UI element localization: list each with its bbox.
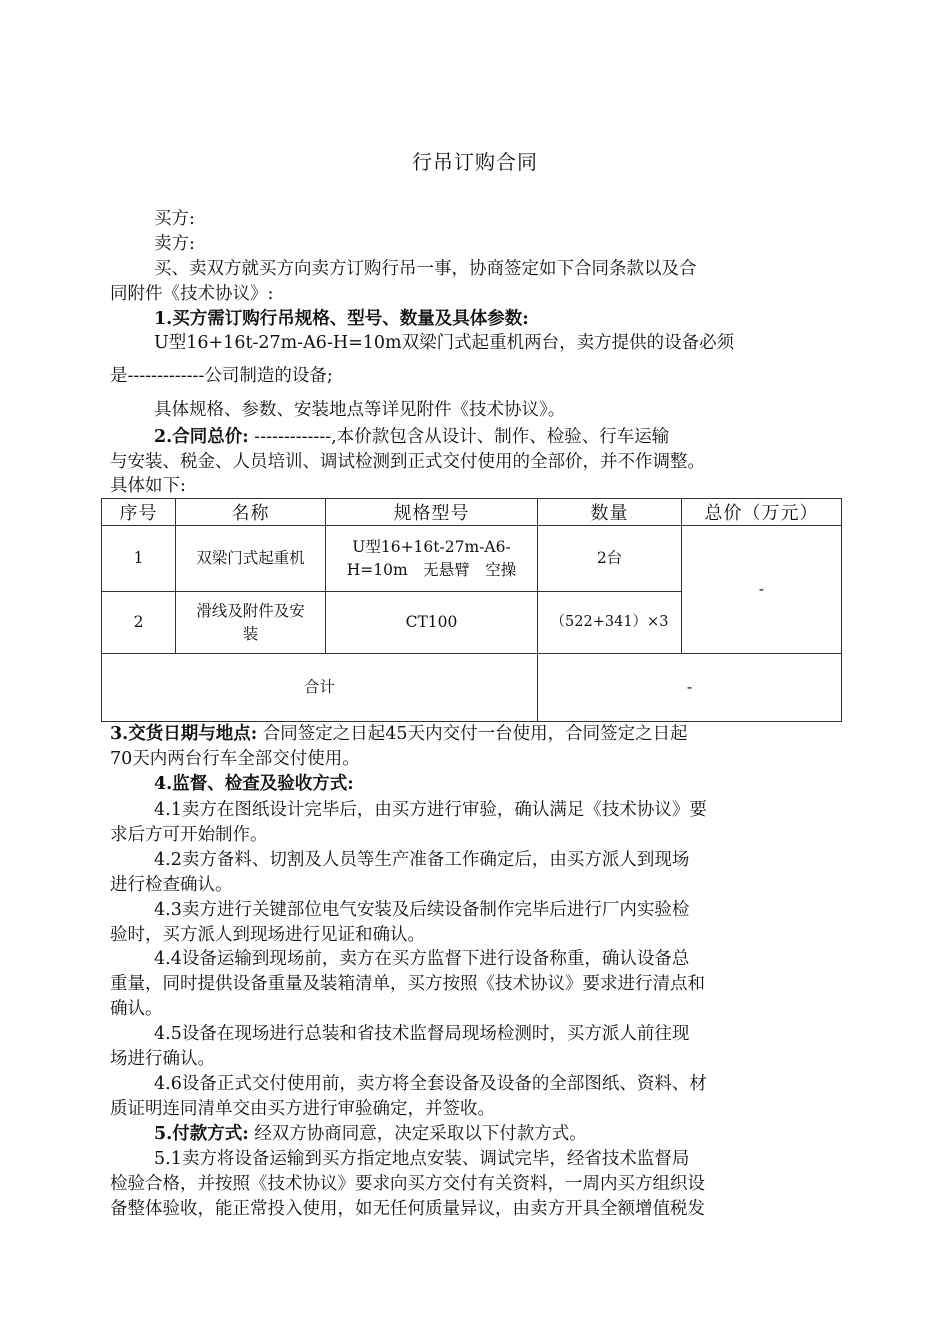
- item-4-5-line-2: 场进行确认。: [110, 1049, 215, 1069]
- row-1-spec: U型16+16t-27m-A6-H=10m 无悬臂 空操: [326, 526, 538, 592]
- item-4-1-line-2: 求后方可开始制作。: [110, 825, 268, 845]
- table-row: [102, 526, 842, 592]
- header-qty: 数量: [538, 499, 682, 526]
- row-2-spec: CT100: [326, 592, 538, 654]
- intro-line-2: 同附件《技术协议》:: [110, 284, 274, 304]
- section-3-rest: 合同签定之日起45天内交付一台使用，合同签定之日起: [257, 724, 688, 744]
- item-5-1-line-1: 5.1卖方将设备运输到买方指定地点安装、调试完毕，经省技术监督局: [154, 1149, 690, 1169]
- item-4-6-line-1: 4.6设备正式交付使用前，卖方将全套设备及设备的全部图纸、资料、材: [154, 1074, 707, 1094]
- sum-label: 合计: [102, 654, 538, 722]
- price-table: [101, 498, 842, 722]
- item-4-2-line-2: 进行检查确认。: [110, 875, 233, 895]
- section-1-spec-note: 具体规格、参数、安装地点等详见附件《技术协议》。: [154, 400, 566, 420]
- row-1-no: 1: [102, 526, 176, 592]
- section-4-heading: 4.监督、检查及验收方式:: [154, 774, 354, 794]
- item-4-5-line-1: 4.5设备在现场进行总装和省技术监督局现场检测时，买方派人前往现: [154, 1024, 690, 1044]
- item-4-3-line-1: 4.3卖方进行关键部位电气安装及后续设备制作完毕后进行厂内实验检: [154, 900, 690, 920]
- section-1-line-2: 是-------------公司制造的设备;: [110, 366, 333, 386]
- section-5-line-1: [110, 1122, 889, 1147]
- item-5-1-line-2: 检验合格，并按照《技术协议》要求向买方交付有关资料，一周内买方组织设: [110, 1174, 705, 1194]
- row-1-name: 双梁门式起重机: [176, 526, 326, 592]
- header-name: 名称: [176, 499, 326, 526]
- header-no: 序号: [102, 499, 176, 526]
- section-2-rest: -------------,本价款包含从设计、制作、检验、行车运输: [248, 427, 670, 447]
- item-5-1-line-3: 备整体验收，能正常投入使用，如无任何质量异议，由卖方开具全额增值税发: [110, 1199, 705, 1219]
- merged-total-cell: -: [682, 526, 842, 654]
- item-4-1-line-1: 4.1卖方在图纸设计完毕后，由买方进行审验，确认满足《技术协议》要: [154, 800, 707, 820]
- header-total: 总价（万元）: [682, 499, 842, 526]
- section-3-line-2: 70天内两台行车全部交付使用。: [110, 749, 360, 769]
- intro-line-1: 买、卖双方就买方向卖方订购行吊一事，协商签定如下合同条款以及合: [154, 259, 697, 279]
- document-title: 行吊订购合同: [412, 150, 538, 174]
- section-1-heading: 1.买方需订购行吊规格、型号、数量及具体参数:: [154, 309, 529, 329]
- section-2-line-3: 具体如下:: [110, 476, 186, 496]
- table-sum-row: [102, 654, 842, 722]
- header-spec: 规格型号: [326, 499, 538, 526]
- row-2-qty: （522+341）×3: [538, 592, 682, 654]
- section-1-line-1: U型16+16t-27m-A6-H=10m双梁门式起重机两台，卖方提供的设备必须: [154, 333, 735, 353]
- section-3-line-1: [110, 722, 845, 747]
- section-3-heading: 3.交货日期与地点:: [110, 724, 258, 744]
- row-1-qty: 2台: [538, 526, 682, 592]
- row-2-no: 2: [102, 592, 176, 654]
- section-2-line-1: [110, 425, 889, 450]
- row-2-name: 滑线及附件及安装: [176, 592, 326, 654]
- item-4-4-line-3: 确认。: [110, 999, 163, 1019]
- item-4-3-line-2: 验时，买方派人到现场进行见证和确认。: [110, 925, 425, 945]
- item-4-2-line-1: 4.2卖方备料、切割及人员等生产准备工作确定后，由买方派人到现场: [154, 850, 690, 870]
- item-4-4-line-1: 4.4设备运输到现场前，卖方在买方监督下进行设备称重，确认设备总: [154, 949, 690, 969]
- item-4-4-line-2: 重量，同时提供设备重量及装箱清单，买方按照《技术协议》要求进行清点和: [110, 974, 705, 994]
- section-5-rest: 经双方协商同意，决定采取以下付款方式。: [248, 1124, 587, 1144]
- section-2-heading: 2.合同总价:: [154, 427, 249, 447]
- item-4-6-line-2: 质证明连同清单交由买方进行审验确定，并签收。: [110, 1099, 495, 1119]
- section-2-line-2: 与安装、税金、人员培训、调试检测到正式交付使用的全部价，并不作调整。: [110, 452, 705, 472]
- seller-line: 卖方:: [154, 234, 195, 254]
- section-5-heading: 5.付款方式:: [154, 1124, 249, 1144]
- buyer-line: 买方:: [154, 209, 195, 229]
- table-header-row: [102, 499, 842, 526]
- sum-value: -: [538, 654, 842, 722]
